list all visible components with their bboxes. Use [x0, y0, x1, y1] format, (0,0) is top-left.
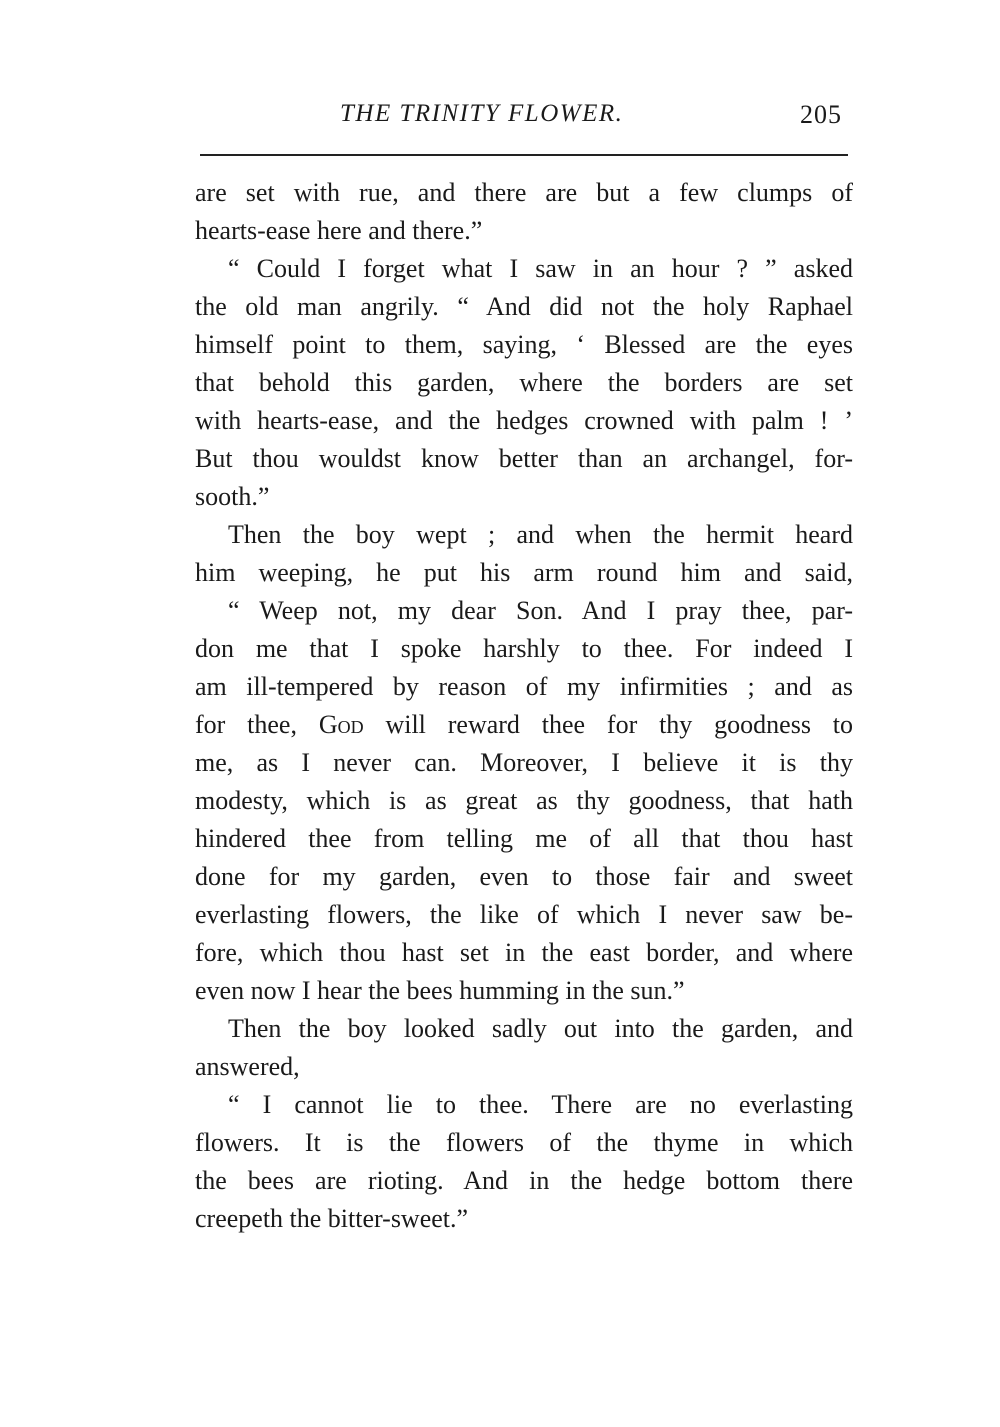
text-line-content: for thee,	[195, 710, 319, 739]
text-line	[195, 288, 853, 326]
page-number: 205	[800, 100, 842, 129]
text-line	[195, 744, 853, 782]
text-line-content: fore, which thou hast set in the east border, and where	[195, 938, 853, 967]
text-line	[195, 212, 853, 250]
text-line	[195, 858, 853, 896]
text-line-content: hearts-ease here and there.”	[195, 216, 483, 245]
text-line-content: hindered thee from telling me of all that thou hast	[195, 824, 853, 853]
running-title: THE TRINITY FLOWER.	[340, 100, 624, 127]
text-line	[195, 554, 853, 592]
text-line	[195, 1010, 853, 1048]
header-rule	[200, 154, 848, 156]
text-line	[195, 364, 853, 402]
text-line	[195, 934, 853, 972]
text-line-content: creepeth the bitter-sweet.”	[195, 1204, 469, 1233]
text-line	[195, 174, 853, 212]
text-line-content: modesty, which is as great as thy goodness, that hath	[195, 786, 853, 815]
text-line-content: even now I hear the bees humming in the sun.”	[195, 976, 685, 1005]
text-line	[195, 1200, 853, 1238]
text-line-content: “ Weep not, my dear Son. And I pray thee, par-	[228, 596, 853, 625]
text-line	[195, 972, 853, 1010]
text-line-content: “ I cannot lie to thee. There are no everlasting	[228, 1090, 853, 1119]
text-line-content: are set with rue, and there are but a few clumps of	[195, 178, 853, 207]
text-line-content: But thou wouldst know better than an archangel, for-	[195, 444, 853, 473]
text-line-content: am ill-tempered by reason of my infirmities ; and as	[195, 672, 853, 701]
text-line-content: answered,	[195, 1052, 300, 1081]
text-line	[195, 250, 853, 288]
text-line-content: sooth.”	[195, 482, 270, 511]
text-line	[195, 592, 853, 630]
text-line	[195, 706, 853, 744]
text-line	[195, 1124, 853, 1162]
text-line-content: Then the boy looked sadly out into the garden, and	[228, 1014, 853, 1043]
text-line	[195, 326, 853, 364]
text-line	[195, 820, 853, 858]
text-line	[195, 1162, 853, 1200]
text-line-content: me, as I never can. Moreover, I believe it is thy	[195, 748, 853, 777]
text-line-content: Then the boy wept ; and when the hermit heard	[228, 520, 853, 549]
text-line-content: himself point to them, saying, ‘ Blessed are the eyes	[195, 330, 853, 359]
small-caps-word: God	[318, 710, 364, 739]
text-line	[195, 440, 853, 478]
text-line	[195, 630, 853, 668]
text-line-content: everlasting flowers, the like of which I never saw be-	[195, 900, 853, 929]
text-line-content: him weeping, he put his arm round him and said,	[195, 558, 853, 587]
body-text	[195, 174, 853, 1238]
text-line	[195, 668, 853, 706]
text-line-content: done for my garden, even to those fair and sweet	[195, 862, 853, 891]
text-line	[195, 782, 853, 820]
text-line-content: flowers. It is the flowers of the thyme in which	[195, 1128, 853, 1157]
text-line	[195, 478, 853, 516]
text-line-content: the bees are rioting. And in the hedge bottom there	[195, 1166, 853, 1195]
text-line-content: “ Could I forget what I saw in an hour ? ” asked	[228, 254, 853, 283]
text-line	[195, 1048, 853, 1086]
text-line-content: with hearts-ease, and the hedges crowned with palm ! ’	[195, 406, 853, 435]
text-line	[195, 516, 853, 554]
text-line-content: don me that I spoke harshly to thee. For indeed I	[195, 634, 853, 663]
text-line-content: that behold this garden, where the borders are set	[195, 368, 853, 397]
text-line	[195, 402, 853, 440]
text-line	[195, 896, 853, 934]
text-line-continuation: will reward thee for thy goodness to	[363, 710, 853, 739]
text-line-content: the old man angrily. “ And did not the holy Raphael	[195, 292, 853, 321]
text-line	[195, 1086, 853, 1124]
